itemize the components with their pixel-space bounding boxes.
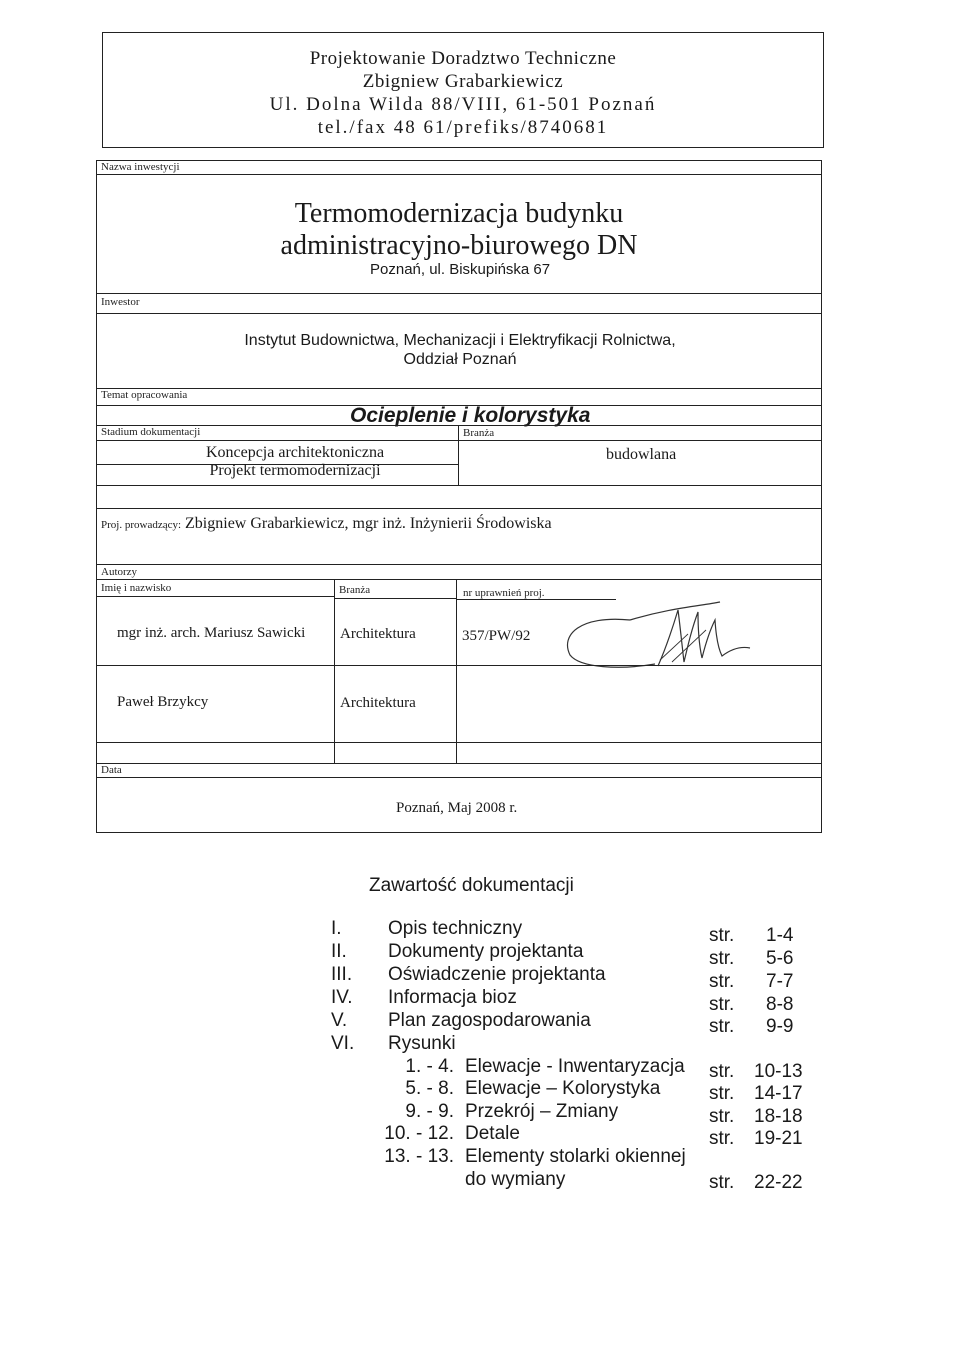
lead-designer	[101, 515, 552, 533]
drawing-title: Elementy stolarki okiennej	[465, 1146, 686, 1167]
investor-name-line1: Instytut Budownictwa, Mechanizacji i Elektryfikacji Rolnictwa,	[244, 332, 676, 349]
investor-label: Inwestor	[101, 296, 140, 308]
investment-title-line1: Termomodernizacja budynku	[294, 198, 624, 229]
lead-designer-value: Zbigniew Grabarkiewicz, mgr inż. Inżynierii Środowiska	[185, 515, 552, 532]
drawing-range: 5. - 8.	[405, 1078, 454, 1099]
topic-value: Ocieplenie i kolorystyka	[350, 404, 591, 427]
drawing-title: Przekrój – Zmiany	[465, 1101, 619, 1122]
drawing-title: Elewacje - Inwentaryzacja	[465, 1056, 685, 1077]
investment-label: Nazwa inwestycji	[101, 161, 180, 173]
contents-item-str: str.	[709, 948, 735, 969]
contents-item-number: III.	[331, 964, 353, 985]
stage-label: Stadium dokumentacji	[101, 426, 201, 438]
topic-label: Temat opracowania	[101, 389, 188, 401]
author-row-2-name: Paweł Brzykcy	[117, 694, 209, 710]
contents-item-str: str.	[709, 971, 735, 992]
contents-item-pages: 5-6	[766, 948, 794, 969]
drawing-range: 1. - 4.	[405, 1056, 454, 1077]
contents-item-str: str.	[709, 925, 735, 946]
date-value: Poznań, Maj 2008 r.	[396, 800, 518, 816]
lead-designer-label: Proj. prowadzący:	[101, 519, 182, 531]
signature	[560, 590, 780, 680]
contents-title: Zawartość dokumentacji	[369, 875, 574, 896]
contents-item-title: Informacja bioz	[388, 987, 517, 1008]
office-address: Ul. Dolna Wilda 88/VIII, 61-501 Poznań	[269, 94, 657, 115]
contents-item-number: VI.	[331, 1033, 355, 1054]
drawing-range: 9. - 9.	[405, 1101, 454, 1122]
drawing-str: str.	[709, 1172, 735, 1193]
contents-item-str: str.	[709, 994, 735, 1015]
contents-item-str: str.	[709, 1016, 735, 1037]
contents-item-number: I.	[331, 918, 342, 939]
authors-label: Autorzy	[101, 566, 138, 578]
drawing-pages: 14-17	[754, 1083, 803, 1104]
author-row-2-branch: Architektura	[340, 695, 416, 711]
contents-item-pages: 9-9	[766, 1016, 794, 1037]
stage-value-project: Projekt termomodernizacji	[209, 462, 381, 479]
drawing-str: str.	[709, 1061, 735, 1082]
branch-value: budowlana	[606, 446, 677, 463]
investment-address: Poznań, ul. Biskupińska 67	[370, 261, 551, 278]
drawing-pages: 19-21	[754, 1128, 803, 1149]
drawing-pages: 18-18	[754, 1106, 803, 1127]
contents-item-title: Oświadczenie projektanta	[388, 964, 606, 985]
drawing-range: 13. - 13.	[384, 1146, 454, 1167]
contents-item-title: Rysunki	[388, 1033, 456, 1054]
contents-item-pages: 8-8	[766, 994, 794, 1015]
contents-item-title: Opis techniczny	[388, 918, 523, 939]
drawing-title: Elewacje – Kolorystyka	[465, 1078, 661, 1099]
author-row-1-name: mgr inż. arch. Mariusz Sawicki	[117, 625, 306, 641]
office-phone: tel./fax 48 61/prefiks/8740681	[317, 117, 609, 138]
drawing-str: str.	[709, 1106, 735, 1127]
author-row-1-license: 357/PW/92	[462, 628, 531, 644]
drawing-title: Detale	[465, 1123, 520, 1144]
investment-title-line2: administracyjno-biurowego DN	[280, 230, 638, 261]
author-row-1-branch: Architektura	[340, 626, 416, 642]
authors-col-name: Imię i nazwisko	[101, 582, 172, 594]
stage-value-concept: Koncepcja architektoniczna	[205, 444, 385, 461]
contents-item-number: V.	[331, 1010, 348, 1031]
drawing-str: str.	[709, 1128, 735, 1149]
contents-item-pages: 1-4	[766, 925, 794, 946]
drawing-pages: 22-22	[754, 1172, 803, 1193]
drawing-range: 10. - 12.	[384, 1123, 454, 1144]
date-label: Data	[101, 764, 122, 776]
contents-item-title: Dokumenty projektanta	[388, 941, 584, 962]
office-owner: Zbigniew Grabarkiewicz	[362, 71, 564, 92]
drawing-title-cont: do wymiany	[465, 1169, 566, 1190]
contents-item-pages: 7-7	[766, 971, 794, 992]
contents-item-title: Plan zagospodarowania	[388, 1010, 591, 1031]
authors-col-license: nr uprawnień proj.	[463, 587, 545, 599]
branch-label: Branża	[463, 427, 495, 439]
drawing-str: str.	[709, 1083, 735, 1104]
authors-col-branch: Branża	[339, 584, 371, 596]
investor-name-line2: Oddział Poznań	[403, 351, 517, 368]
contents-item-number: II.	[331, 941, 347, 962]
drawing-pages: 10-13	[754, 1061, 803, 1082]
contents-item-number: IV.	[331, 987, 353, 1008]
office-name: Projektowanie Doradztwo Techniczne	[309, 48, 617, 69]
